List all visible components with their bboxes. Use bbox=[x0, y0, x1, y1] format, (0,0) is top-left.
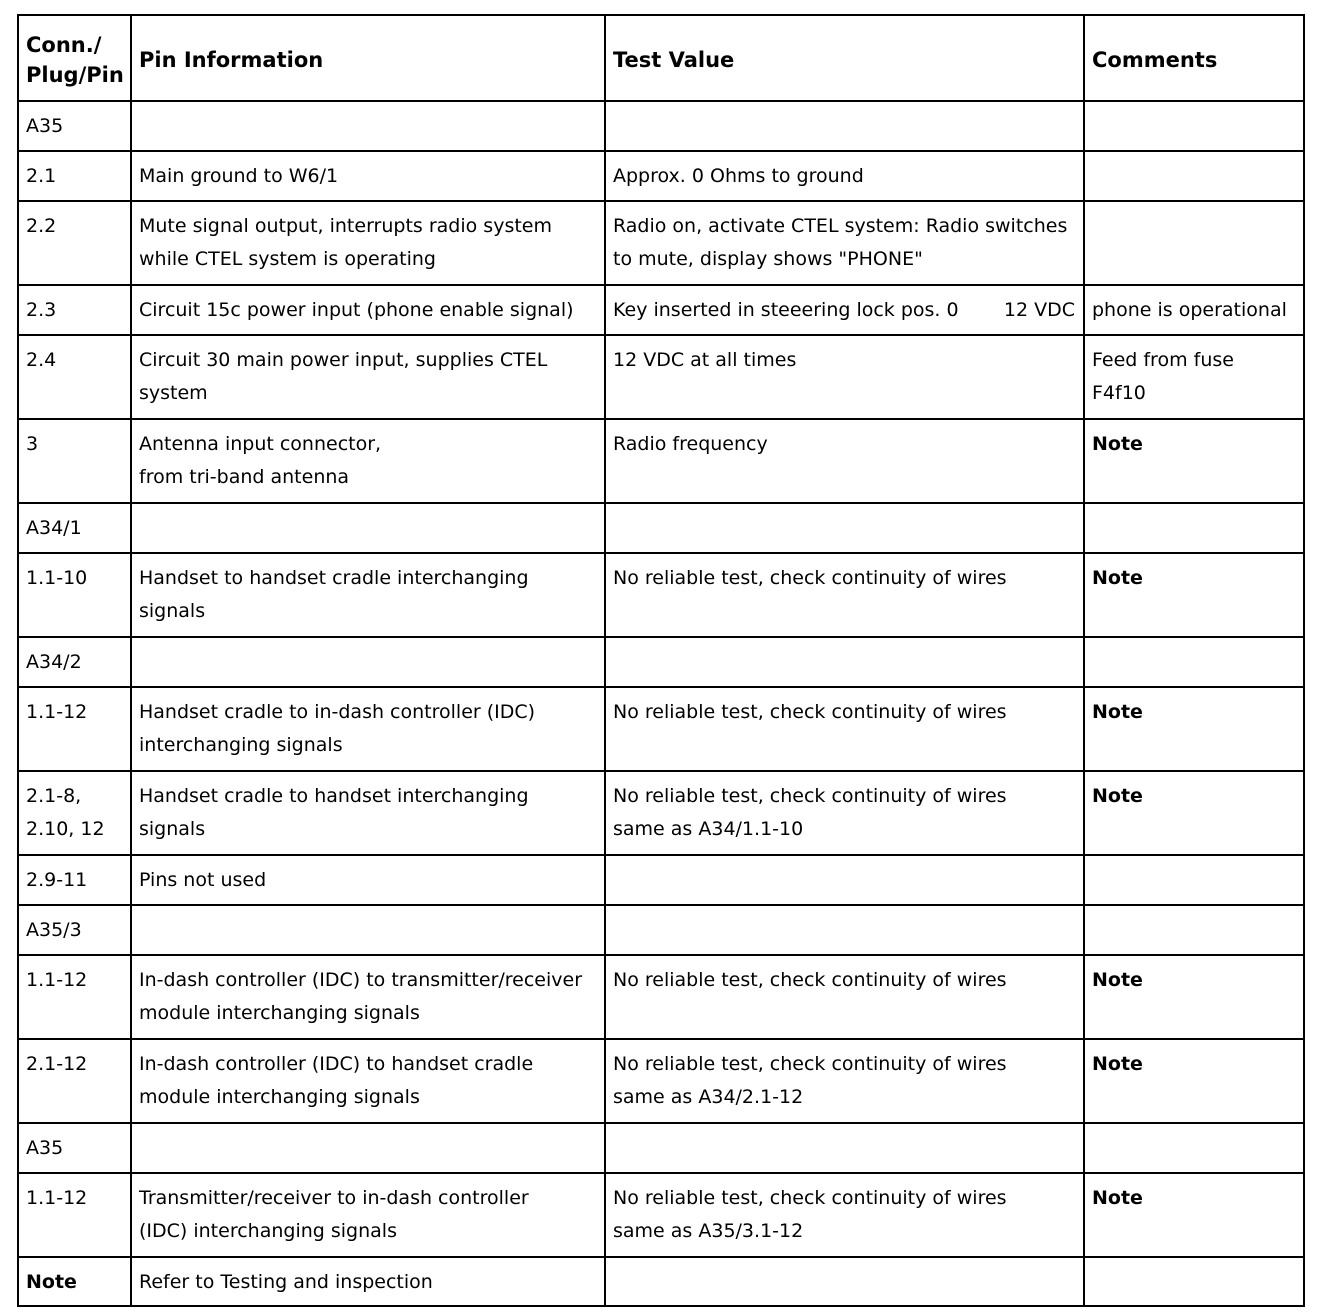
test-value-cell bbox=[605, 1039, 1084, 1123]
table-body bbox=[18, 101, 1304, 1306]
comments-cell-line: phone is operational bbox=[1092, 299, 1287, 321]
comments-cell bbox=[1084, 285, 1304, 335]
comments-cell bbox=[1084, 1123, 1304, 1173]
pin-information-cell bbox=[131, 855, 605, 905]
test-value-cell bbox=[605, 419, 1084, 503]
comments-cell-line: Note bbox=[1092, 701, 1143, 723]
pin-information-cell-line: interchanging signals bbox=[139, 734, 343, 756]
table-row bbox=[18, 1039, 1304, 1123]
pin-information-cell-line: Handset cradle to in-dash controller (IDC) bbox=[139, 701, 536, 723]
pin-information-cell bbox=[131, 1123, 605, 1173]
pin-information-cell bbox=[131, 419, 605, 503]
comments-cell-line: F4f10 bbox=[1092, 382, 1146, 404]
comments-cell bbox=[1084, 905, 1304, 955]
pin-information-table bbox=[17, 14, 1305, 1307]
pin-cell: 2.2 bbox=[18, 201, 131, 285]
pin-cell bbox=[18, 771, 131, 855]
table-row bbox=[18, 1257, 1304, 1306]
table-row bbox=[18, 503, 1304, 553]
test-value-cell bbox=[605, 335, 1084, 419]
test-value-cell-line: No reliable test, check continuity of wires bbox=[613, 1187, 1007, 1209]
comments-cell bbox=[1084, 101, 1304, 151]
header-pin-information: Pin Information bbox=[131, 15, 605, 101]
table-row bbox=[18, 1173, 1304, 1257]
pin-information-cell bbox=[131, 101, 605, 151]
pin-information-cell-line: Circuit 15c power input (phone enable signal) bbox=[139, 299, 574, 321]
pin-information-cell-line: signals bbox=[139, 600, 206, 622]
pin-information-cell-line: Main ground to W6/1 bbox=[139, 165, 339, 187]
table-row bbox=[18, 553, 1304, 637]
comments-cell-line: Note bbox=[1092, 1053, 1143, 1075]
comments-cell-line: Note bbox=[1092, 1187, 1143, 1209]
pin-cell: A35 bbox=[18, 1123, 131, 1173]
pin-cell: 2.1-12 bbox=[18, 1039, 131, 1123]
comments-cell bbox=[1084, 503, 1304, 553]
pin-information-cell bbox=[131, 201, 605, 285]
pin-cell: A35/3 bbox=[18, 905, 131, 955]
test-value-cell bbox=[605, 1173, 1084, 1257]
test-value-cell bbox=[605, 503, 1084, 553]
pin-cell: 2.3 bbox=[18, 285, 131, 335]
pin-information-cell-line: Handset to handset cradle interchanging bbox=[139, 567, 529, 589]
header-row bbox=[18, 15, 1304, 101]
table-row bbox=[18, 1123, 1304, 1173]
test-value-cell bbox=[605, 285, 1084, 335]
pin-information-cell-line: Mute signal output, interrupts radio system bbox=[139, 215, 552, 237]
comments-cell bbox=[1084, 335, 1304, 419]
table-row bbox=[18, 101, 1304, 151]
pin-line: 2.10, 12 bbox=[26, 818, 105, 840]
pin-information-cell-line: Refer to Testing and inspection bbox=[139, 1271, 433, 1293]
comments-cell-line: Note bbox=[1092, 785, 1143, 807]
test-value-cell-line: same as A34/1.1-10 bbox=[613, 818, 804, 840]
pin-cell: 2.9-11 bbox=[18, 855, 131, 905]
pin-information-cell bbox=[131, 553, 605, 637]
test-value-cell-line: same as A35/3.1-12 bbox=[613, 1220, 804, 1242]
pin-information-cell bbox=[131, 687, 605, 771]
comments-cell bbox=[1084, 1173, 1304, 1257]
pin-information-cell bbox=[131, 335, 605, 419]
comments-cell bbox=[1084, 955, 1304, 1039]
test-value-cell-line: to mute, display shows "PHONE" bbox=[613, 248, 923, 270]
test-value-cell bbox=[605, 905, 1084, 955]
test-value-cell bbox=[605, 637, 1084, 687]
table-row bbox=[18, 419, 1304, 503]
test-value-cell-line: same as A34/2.1-12 bbox=[613, 1086, 804, 1108]
pin-information-cell-line: (IDC) interchanging signals bbox=[139, 1220, 397, 1242]
test-value-cell bbox=[605, 553, 1084, 637]
table-row bbox=[18, 285, 1304, 335]
comments-cell bbox=[1084, 1257, 1304, 1306]
header-conn-plug-pin bbox=[18, 15, 131, 101]
comments-cell bbox=[1084, 1039, 1304, 1123]
comments-cell bbox=[1084, 201, 1304, 285]
test-value-cell-line: Radio on, activate CTEL system: Radio switches bbox=[613, 215, 1068, 237]
test-value-cell bbox=[605, 101, 1084, 151]
pin-information-cell bbox=[131, 637, 605, 687]
pin-information-cell bbox=[131, 1257, 605, 1306]
comments-cell-line: Note bbox=[1092, 969, 1143, 991]
test-value-cell bbox=[605, 151, 1084, 201]
test-value-voltage: 12 VDC bbox=[1003, 299, 1075, 321]
test-value-cell bbox=[605, 1257, 1084, 1306]
header-test-value: Test Value bbox=[605, 15, 1084, 101]
table-row bbox=[18, 335, 1304, 419]
pin-line: 2.1-8, bbox=[26, 785, 82, 807]
test-value-cell bbox=[605, 201, 1084, 285]
pin-information-cell-line: system bbox=[139, 382, 208, 404]
test-value-cell bbox=[605, 1123, 1084, 1173]
pin-information-cell-line: Pins not used bbox=[139, 869, 267, 891]
test-value-cell-line: Approx. 0 Ohms to ground bbox=[613, 165, 864, 187]
pin-cell: 3 bbox=[18, 419, 131, 503]
pin-cell: Note bbox=[18, 1257, 131, 1306]
test-value-cell-line: No reliable test, check continuity of wires bbox=[613, 1053, 1007, 1075]
pin-information-cell-line: module interchanging signals bbox=[139, 1086, 420, 1108]
pin-cell: 1.1-10 bbox=[18, 553, 131, 637]
test-value-cell bbox=[605, 855, 1084, 905]
table-row bbox=[18, 855, 1304, 905]
comments-cell bbox=[1084, 637, 1304, 687]
test-value-cell bbox=[605, 955, 1084, 1039]
test-value-split bbox=[613, 294, 1075, 327]
pin-information-cell bbox=[131, 771, 605, 855]
pin-cell: 1.1-12 bbox=[18, 955, 131, 1039]
pin-information-cell bbox=[131, 1173, 605, 1257]
comments-cell bbox=[1084, 771, 1304, 855]
header-comments: Comments bbox=[1084, 15, 1304, 101]
pin-cell: A34/1 bbox=[18, 503, 131, 553]
test-value-cell-line: Radio frequency bbox=[613, 433, 768, 455]
table-row bbox=[18, 905, 1304, 955]
test-value-cell-line: No reliable test, check continuity of wires bbox=[613, 701, 1007, 723]
test-value-cell bbox=[605, 771, 1084, 855]
table-row bbox=[18, 637, 1304, 687]
comments-cell bbox=[1084, 151, 1304, 201]
pin-information-cell-line: Antenna input connector, bbox=[139, 433, 382, 455]
table-row bbox=[18, 151, 1304, 201]
table-row bbox=[18, 201, 1304, 285]
test-value-cell-line: No reliable test, check continuity of wires bbox=[613, 969, 1007, 991]
test-value-cell-line: No reliable test, check continuity of wires bbox=[613, 567, 1007, 589]
pin-cell: A34/2 bbox=[18, 637, 131, 687]
header-conn-line2: Plug/Pin bbox=[26, 63, 124, 87]
test-value-cell-line: No reliable test, check continuity of wires bbox=[613, 785, 1007, 807]
table-row bbox=[18, 771, 1304, 855]
comments-cell-line: Note bbox=[1092, 433, 1143, 455]
comments-cell-line: Feed from fuse bbox=[1092, 349, 1234, 371]
pin-information-cell bbox=[131, 151, 605, 201]
pin-cell: 1.1-12 bbox=[18, 1173, 131, 1257]
pin-cell: A35 bbox=[18, 101, 131, 151]
pin-information-cell-line: In-dash controller (IDC) to transmitter/receiver bbox=[139, 969, 583, 991]
pin-cell: 1.1-12 bbox=[18, 687, 131, 771]
test-value-cell bbox=[605, 687, 1084, 771]
test-value-condition: Key inserted in steeering lock pos. 0 bbox=[613, 299, 959, 321]
pin-information-cell bbox=[131, 955, 605, 1039]
pin-information-cell bbox=[131, 1039, 605, 1123]
pin-information-cell bbox=[131, 285, 605, 335]
comments-cell-line: Note bbox=[1092, 567, 1143, 589]
pin-information-cell-line: In-dash controller (IDC) to handset cradle bbox=[139, 1053, 534, 1075]
pin-cell: 2.1 bbox=[18, 151, 131, 201]
pin-information-cell-line: while CTEL system is operating bbox=[139, 248, 436, 270]
pin-information-cell-line: signals bbox=[139, 818, 206, 840]
pin-information-cell-line: Handset cradle to handset interchanging bbox=[139, 785, 529, 807]
table-row bbox=[18, 955, 1304, 1039]
comments-cell bbox=[1084, 419, 1304, 503]
table-row bbox=[18, 687, 1304, 771]
comments-cell bbox=[1084, 553, 1304, 637]
pin-information-cell bbox=[131, 503, 605, 553]
pin-information-cell-line: module interchanging signals bbox=[139, 1002, 420, 1024]
test-value-cell-line: 12 VDC at all times bbox=[613, 349, 797, 371]
header-conn-line1: Conn./ bbox=[26, 33, 102, 57]
pin-information-cell-line: from tri-band antenna bbox=[139, 466, 350, 488]
pin-information-cell-line: Transmitter/receiver to in-dash controller bbox=[139, 1187, 529, 1209]
pin-information-cell-line: Circuit 30 main power input, supplies CTEL bbox=[139, 349, 548, 371]
comments-cell bbox=[1084, 687, 1304, 771]
pin-information-cell bbox=[131, 905, 605, 955]
pin-cell: 2.4 bbox=[18, 335, 131, 419]
comments-cell bbox=[1084, 855, 1304, 905]
